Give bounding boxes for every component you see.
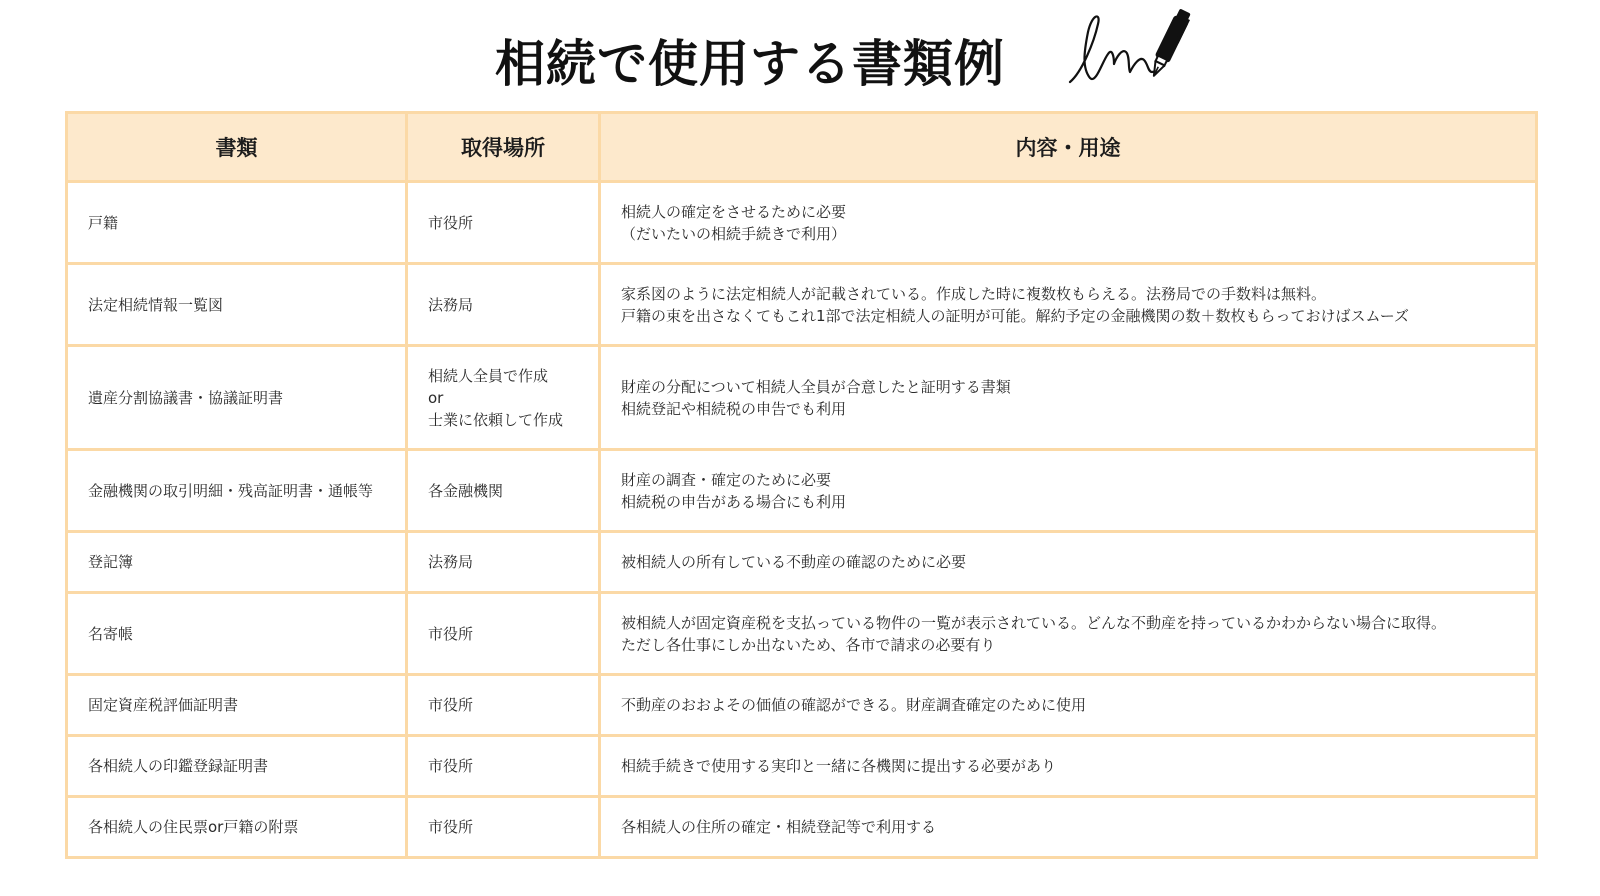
document-cell: 名寄帳 xyxy=(67,593,407,675)
table-row xyxy=(67,593,1537,675)
document-cell: 法定相続情報一覧図 xyxy=(67,264,407,346)
signature-pen-icon xyxy=(1068,2,1208,94)
place-cell: 市役所 xyxy=(407,593,600,675)
header-place: 取得場所 xyxy=(407,113,600,182)
content-cell: 財産の分配について相続人全員が合意したと証明する書類 相続登記や相続税の申告でも利用 xyxy=(600,346,1537,450)
place-cell: 各金融機関 xyxy=(407,450,600,532)
table-row xyxy=(67,675,1537,736)
table-row xyxy=(67,346,1537,450)
place-cell: 法務局 xyxy=(407,264,600,346)
table-row xyxy=(67,797,1537,858)
place-cell: 相続人全員で作成 or 士業に依頼して作成 xyxy=(407,346,600,450)
content-cell: 被相続人が固定資産税を支払っている物件の一覧が表示されている。どんな不動産を持っているかわからない場合に取得。 ただし各仕事にしか出ないため、各市で請求の必要有り xyxy=(600,593,1537,675)
table-header-row xyxy=(67,113,1537,182)
content-cell: 被相続人の所有している不動産の確認のために必要 xyxy=(600,532,1537,593)
place-cell: 法務局 xyxy=(407,532,600,593)
header-document: 書類 xyxy=(67,113,407,182)
table-row xyxy=(67,182,1537,264)
document-cell: 金融機関の取引明細・残高証明書・通帳等 xyxy=(67,450,407,532)
content-cell: 不動産のおおよその価値の確認ができる。財産調査確定のために使用 xyxy=(600,675,1537,736)
table-row xyxy=(67,736,1537,797)
content-cell: 相続人の確定をさせるために必要 （だいたいの相続手続きで利用） xyxy=(600,182,1537,264)
document-cell: 遺産分割協議書・協議証明書 xyxy=(67,346,407,450)
header-content: 内容・用途 xyxy=(600,113,1537,182)
table-row xyxy=(67,532,1537,593)
content-cell: 財産の調査・確定のために必要 相続税の申告がある場合にも利用 xyxy=(600,450,1537,532)
place-cell: 市役所 xyxy=(407,182,600,264)
page-title: 相続で使用する書類例 xyxy=(495,35,1005,93)
table-row xyxy=(67,450,1537,532)
documents-table xyxy=(65,111,1538,859)
document-cell: 登記簿 xyxy=(67,532,407,593)
place-cell: 市役所 xyxy=(407,675,600,736)
table-row xyxy=(67,264,1537,346)
title-area xyxy=(0,24,1600,104)
document-cell: 戸籍 xyxy=(67,182,407,264)
document-cell: 固定資産税評価証明書 xyxy=(67,675,407,736)
place-cell: 市役所 xyxy=(407,736,600,797)
place-cell: 市役所 xyxy=(407,797,600,858)
document-cell: 各相続人の印鑑登録証明書 xyxy=(67,736,407,797)
document-cell: 各相続人の住民票or戸籍の附票 xyxy=(67,797,407,858)
content-cell: 家系図のように法定相続人が記載されている。作成した時に複数枚もらえる。法務局での手数料は無料。 戸籍の束を出さなくてもこれ1部で法定相続人の証明が可能。解約予定の金融機関の数＋数枚もらっておけばスムーズ xyxy=(600,264,1537,346)
content-cell: 相続手続きで使用する実印と一緒に各機関に提出する必要があり xyxy=(600,736,1537,797)
content-cell: 各相続人の住所の確定・相続登記等で利用する xyxy=(600,797,1537,858)
